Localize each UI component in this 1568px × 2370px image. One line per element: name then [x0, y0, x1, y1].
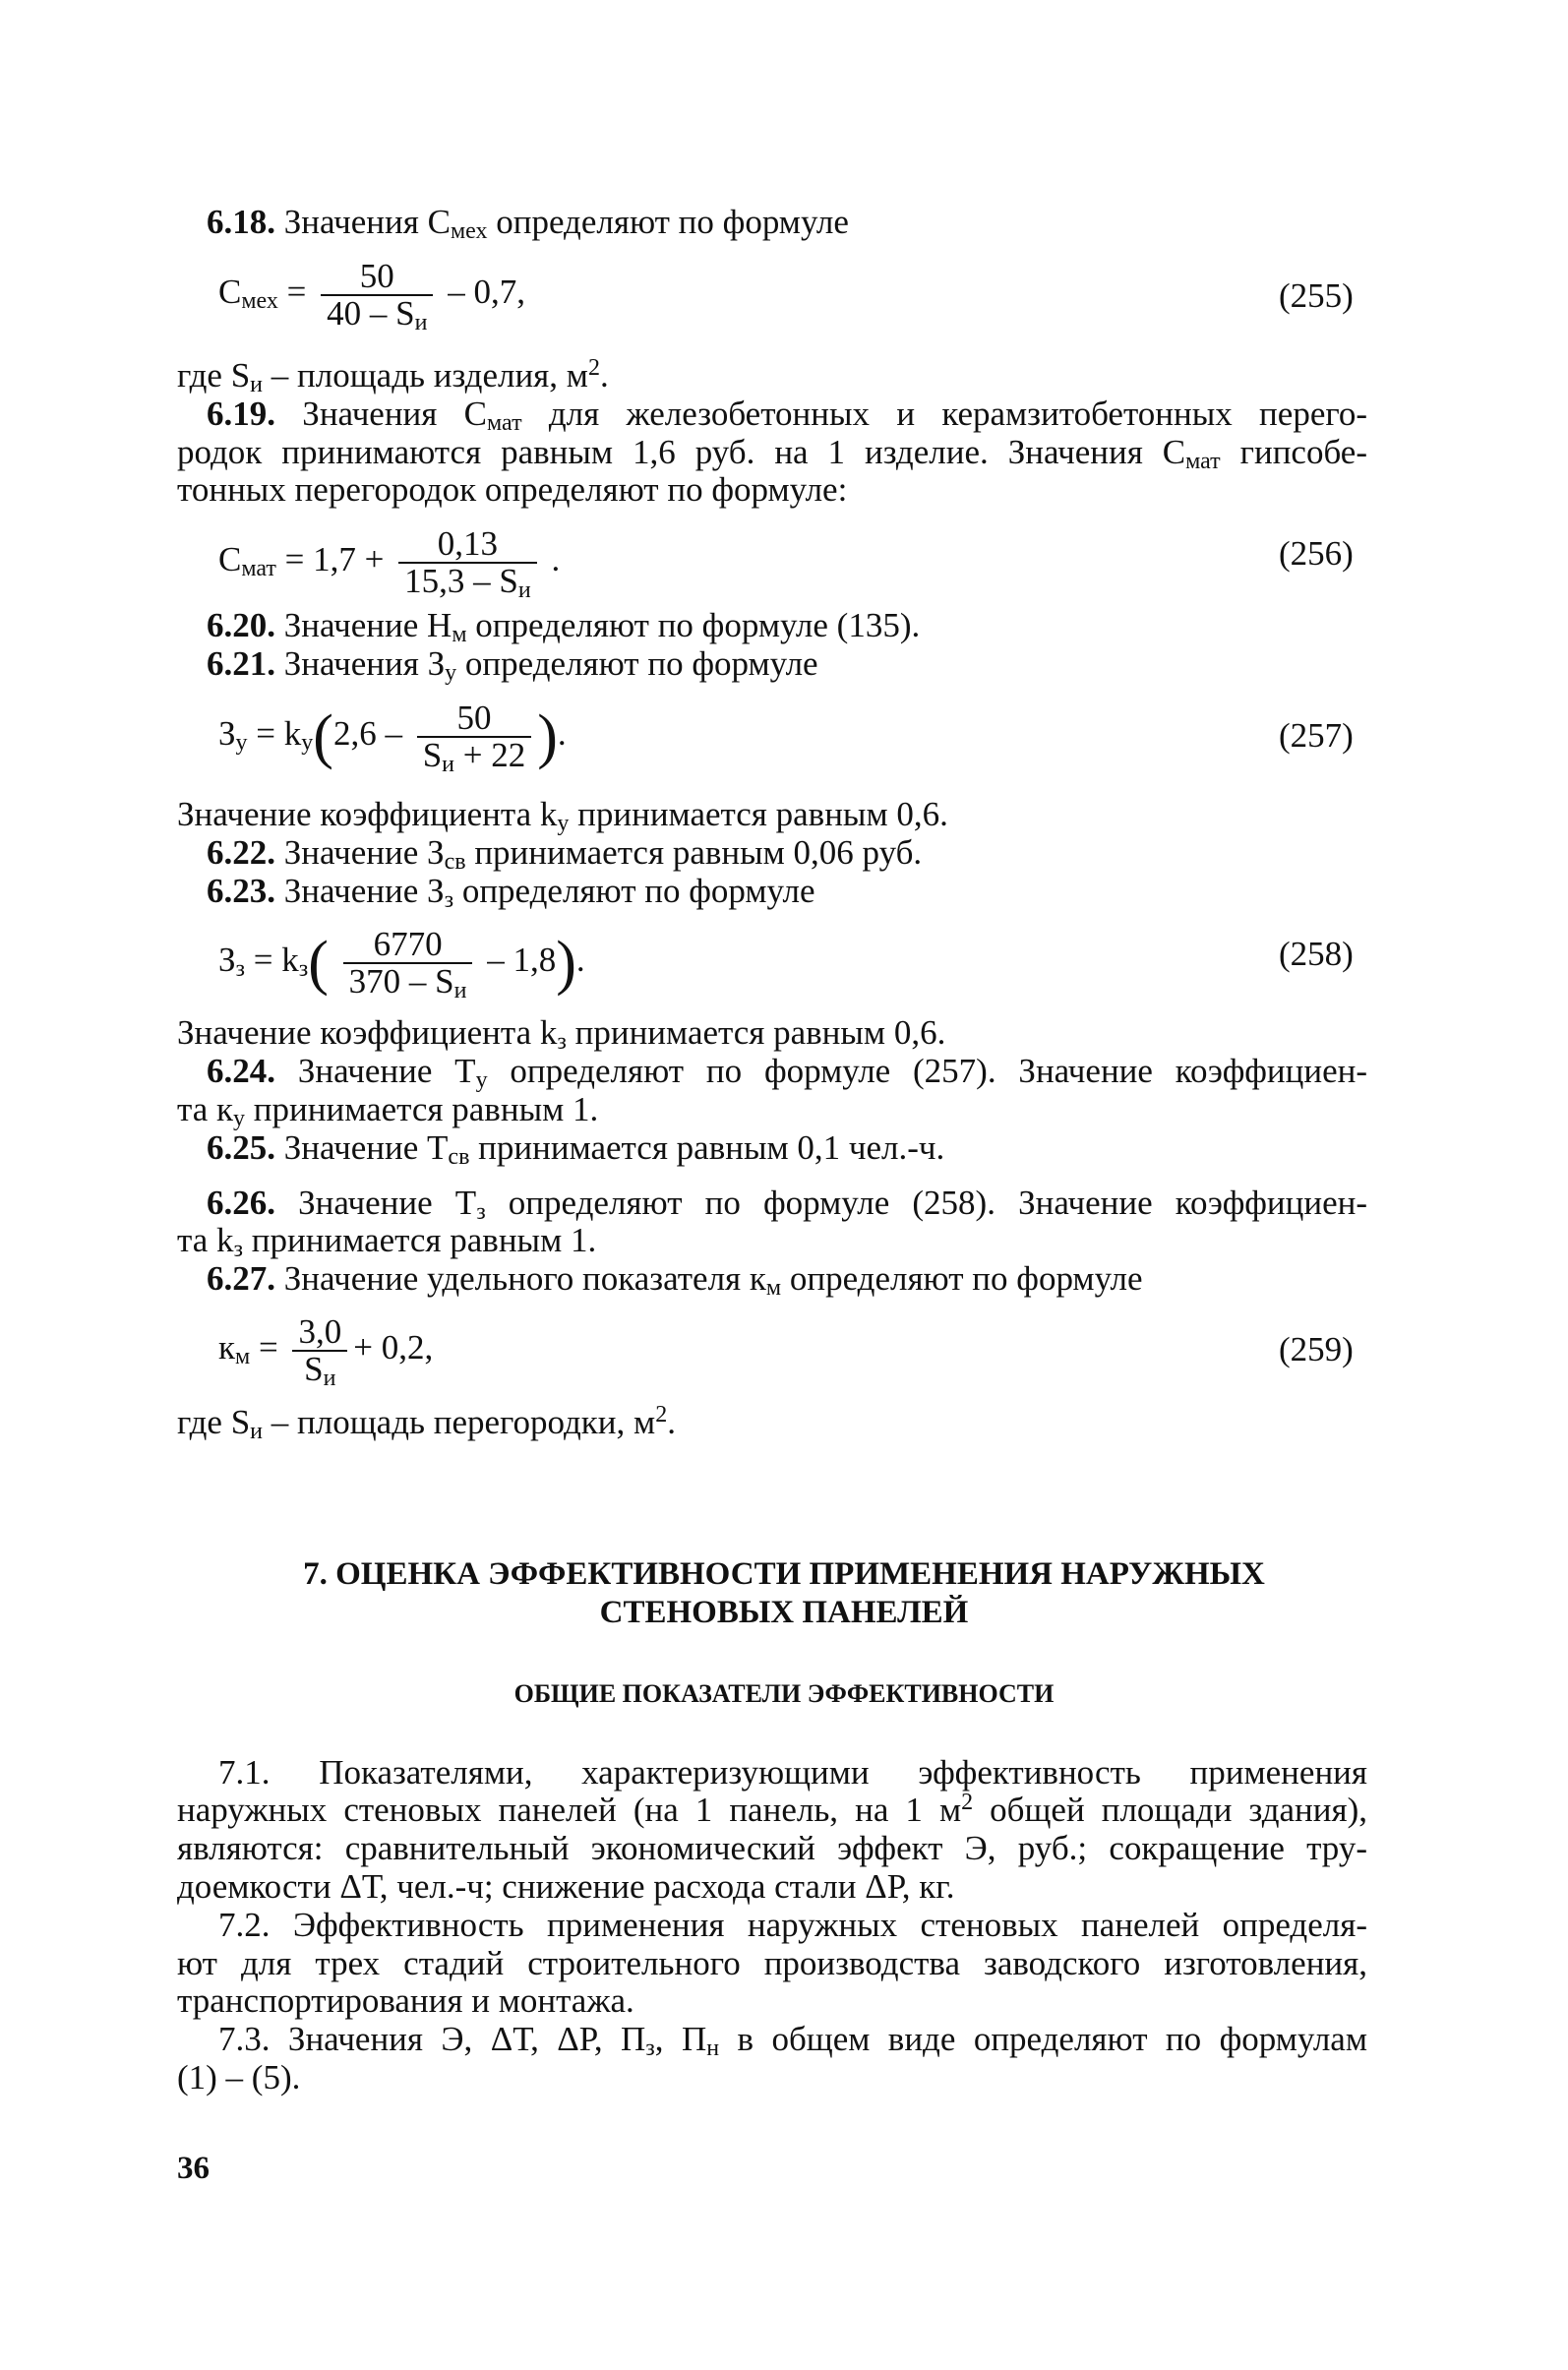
paragraph-6-24-line-1: 6.24. Значение $Т_у$ определяют по формуле (257). Значение коэффициен- — [207, 1052, 1367, 1093]
where-line-1: где $S_и$ – площадь изделия, $м^2$. — [177, 355, 609, 397]
coefficient-line-2: Значение коэффициента $k_з$ принимается равным 0,6. — [177, 1013, 946, 1055]
equation-number-257: (257) — [1279, 716, 1354, 755]
paragraph-7-2-line-2: ют для трех стадий строительного производства заводского изготовления, — [177, 1944, 1367, 1982]
paragraph-6-19-line-3: тонных перегородок определяют по формуле: — [177, 470, 848, 509]
equation-number-259: (259) — [1279, 1330, 1354, 1368]
paragraph-6-26-line-1: 6.26. Значение $Т_з$ определяют по формуле (258). Значение коэффициен- — [207, 1184, 1367, 1225]
paragraph-7-1-line-1: 7.1. Показателями, характеризующими эффективность применения — [218, 1753, 1367, 1792]
paragraph-6-23: 6.23. Значение $З_з$ определяют по формуле — [207, 872, 815, 913]
paragraph-7-3-line-2: (1) – (5). — [177, 2058, 301, 2097]
formula-258: $З_з = k_з$( $\frac{6770}{370 - S_и}$ – 1,8). — [218, 925, 585, 1003]
coefficient-line-1: Значение коэффициента $k_у$ принимается равным 0,6. — [177, 795, 948, 836]
paragraph-7-2-line-1: 7.2. Эффективность применения наружных стеновых панелей определя- — [218, 1906, 1367, 1944]
formula-256: $С_{мат} = 1,7$ + $\frac{0,13}{15,3 - S_и}$ . — [218, 524, 561, 603]
formula-259: $к_м$ = $\frac{3,0}{S_и}$ + 0,2, — [218, 1312, 434, 1391]
paragraph-6-21: 6.21. Значения $З_у$ определяют по формуле — [207, 644, 818, 686]
paragraph-6-19-line-1: 6.19. Значения $С_{мат}$ для железобетонных и керамзитобетонных перего- — [207, 395, 1367, 436]
paragraph-6-22: 6.22. Значение $З_{св}$ принимается равным 0,06 руб. — [207, 833, 923, 875]
section-heading-line-2: СТЕНОВЫХ ПАНЕЛЕЙ — [599, 1595, 969, 1630]
subheading: ОБЩИЕ ПОКАЗАТЕЛИ ЭФФЕКТИВНОСТИ — [513, 1679, 1055, 1708]
paragraph-6-18: 6.18. Значения $С_{мех}$ определяют по формуле — [207, 203, 849, 244]
where-line-2: где $S_и$ – площадь перегородки, $м^2$. — [177, 1402, 676, 1444]
section-heading-line-1: 7. ОЦЕНКА ЭФФЕКТИВНОСТИ ПРИМЕНЕНИЯ НАРУЖНЫХ — [303, 1556, 1265, 1592]
fraction: $\frac{3,0}{S_и}$ — [292, 1314, 347, 1387]
paragraph-7-1-line-4: доемкости ΔТ, чел.-ч; снижение расхода стали ΔР, кг. — [177, 1867, 955, 1906]
paragraph-6-26-line-2: та $k_з$ принимается равным 1. — [177, 1221, 597, 1262]
paragraph-6-25: 6.25. Значение $Т_{св}$ принимается равным 0,1 чел.-ч. — [207, 1128, 945, 1170]
paragraph-6-19-line-2: родок принимаются равным 1,6 руб. на 1 изделие. Значения $С_{мат}$ гипсобе- — [177, 433, 1367, 474]
equation-number-256: (256) — [1279, 534, 1354, 573]
paragraph-7-1-line-3: являются: сравнительный экономический эффект Э, руб.; сокращение тру- — [177, 1829, 1367, 1867]
fraction: $\frac{6770}{370 - S_и}$ — [343, 927, 473, 1000]
fraction: $\frac{0,13}{15,3 - S_и}$ — [398, 526, 537, 599]
paragraph-6-24-line-2: та $к_у$ принимается равным 1. — [177, 1090, 599, 1131]
paragraph-7-3-line-1: 7.3. Значения Э, ΔТ, ΔР, $П_з$, $П_н$ в общем виде определяют по формулам — [218, 2020, 1367, 2061]
equation-number-255: (255) — [1279, 276, 1354, 315]
paragraph-7-2-line-3: транспортирования и монтажа. — [177, 1981, 634, 2020]
formula-255: $С_{мех}$ = $\frac{50}{40 - S_и}$ – 0,7, — [218, 257, 525, 335]
fraction: $\frac{50}{40 - S_и}$ — [321, 259, 433, 332]
paragraph-7-1-line-2: наружных стеновых панелей (на 1 панель, на 1 $м^2$ общей площади здания), — [177, 1790, 1367, 1829]
page-number: 36 — [177, 2151, 210, 2186]
formula-257: $З_у = k_у(2,6$ – $\frac{50}{S_и + 22}$ ). — [218, 699, 567, 777]
paragraph-6-27: 6.27. Значение удельного показателя $к_м$ определяют по формуле — [207, 1259, 1143, 1301]
paragraph-6-20: 6.20. Значение $Н_м$ определяют по формуле (135). — [207, 606, 921, 647]
fraction: $\frac{50}{S_и + 22}$ — [417, 700, 532, 773]
equation-number-258: (258) — [1279, 935, 1354, 973]
